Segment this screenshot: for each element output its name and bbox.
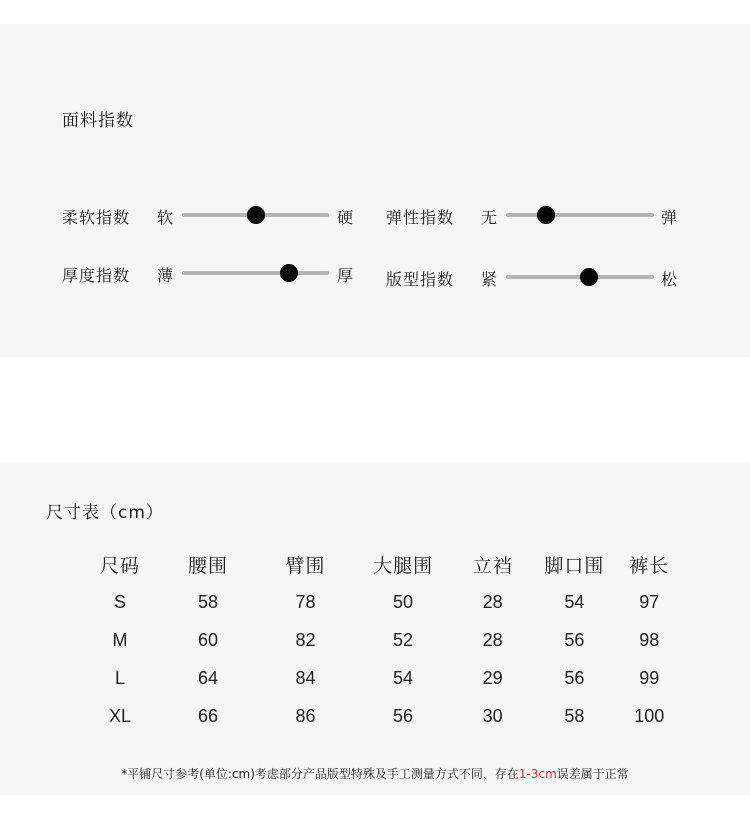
slider-elasticity-label: 弹性指数 [386,208,455,227]
slider-thickness-knob[interactable] [280,264,298,282]
fabric-index-panel [0,24,750,357]
header-rise: 立裆 [472,554,513,577]
slider-softness-track[interactable] [182,213,329,217]
fabric-index-title: 面料指数 [62,111,134,131]
table-cell: 54 [564,591,585,612]
slider-elasticity-track[interactable] [506,213,654,217]
table-cell: 28 [482,591,503,612]
table-cell: 30 [482,705,503,726]
slider-fit-min: 紧 [481,270,498,289]
size-table [82,545,682,735]
slider-elasticity-max: 弹 [661,208,678,227]
slider-thickness [62,258,362,288]
slider-elasticity-min: 无 [481,208,498,227]
slider-fit-label: 版型指数 [386,270,455,289]
slider-thickness-label: 厚度指数 [62,266,131,285]
slider-fit-knob[interactable] [580,268,598,286]
table-cell: 82 [295,629,316,650]
table-cell: 64 [197,667,219,688]
slider-fit-track[interactable] [506,275,654,279]
table-cell: S [113,591,126,612]
header-thigh: 大腿围 [373,554,434,577]
table-cell: M [112,629,128,650]
table-cell: 58 [564,705,585,726]
slider-elasticity [386,200,686,230]
table-cell: 56 [393,705,414,726]
slider-fit-max: 松 [661,270,678,289]
note-highlight: 1-3cm [518,767,557,781]
table-cell: 29 [482,667,503,688]
table-cell: 56 [564,667,585,688]
slider-softness [62,200,362,230]
table-row [82,583,682,621]
slider-thickness-max: 厚 [337,266,354,285]
table-cell: 66 [197,705,219,726]
table-cell: 60 [197,629,219,650]
table-cell: 50 [393,591,414,612]
header-leg-opening: 脚口围 [544,554,605,577]
slider-softness-label: 柔软指数 [62,208,131,227]
table-cell: 97 [639,591,660,612]
slider-softness-max: 硬 [337,208,354,227]
note-suffix: 误差属于正常 [556,767,629,781]
slider-thickness-min: 薄 [157,266,174,285]
slider-fit [386,262,686,292]
size-table-header-row [82,545,682,583]
slider-softness-knob[interactable] [247,206,265,224]
table-cell: 84 [295,667,316,688]
table-cell: 58 [197,591,219,612]
slider-thickness-track[interactable] [182,271,329,275]
size-chart-panel [0,463,750,795]
header-length: 裤长 [629,554,670,577]
table-cell: L [114,667,125,688]
table-cell: 86 [295,705,316,726]
note-prefix: *平铺尺寸参考(单位:cm)考虑部分产品版型特殊及手工测量方式不同，存在 [121,767,519,781]
slider-softness-min: 软 [157,208,174,227]
header-size: 尺码 [99,554,140,577]
table-cell: 56 [564,629,585,650]
size-chart-title: 尺寸表（cm） [46,503,164,523]
table-cell: 99 [639,667,660,688]
table-row [82,621,682,659]
table-cell: 52 [393,629,414,650]
header-waist: 腰围 [188,554,229,577]
table-row [82,659,682,697]
table-cell: 78 [295,591,316,612]
header-hip: 臂围 [285,554,326,577]
table-row [82,697,682,735]
table-cell: 54 [393,667,414,688]
measurement-note [0,765,750,782]
table-cell: 98 [639,629,660,650]
table-cell: XL [108,705,131,726]
table-cell: 100 [634,705,665,726]
slider-elasticity-knob[interactable] [537,206,555,224]
table-cell: 28 [482,629,503,650]
